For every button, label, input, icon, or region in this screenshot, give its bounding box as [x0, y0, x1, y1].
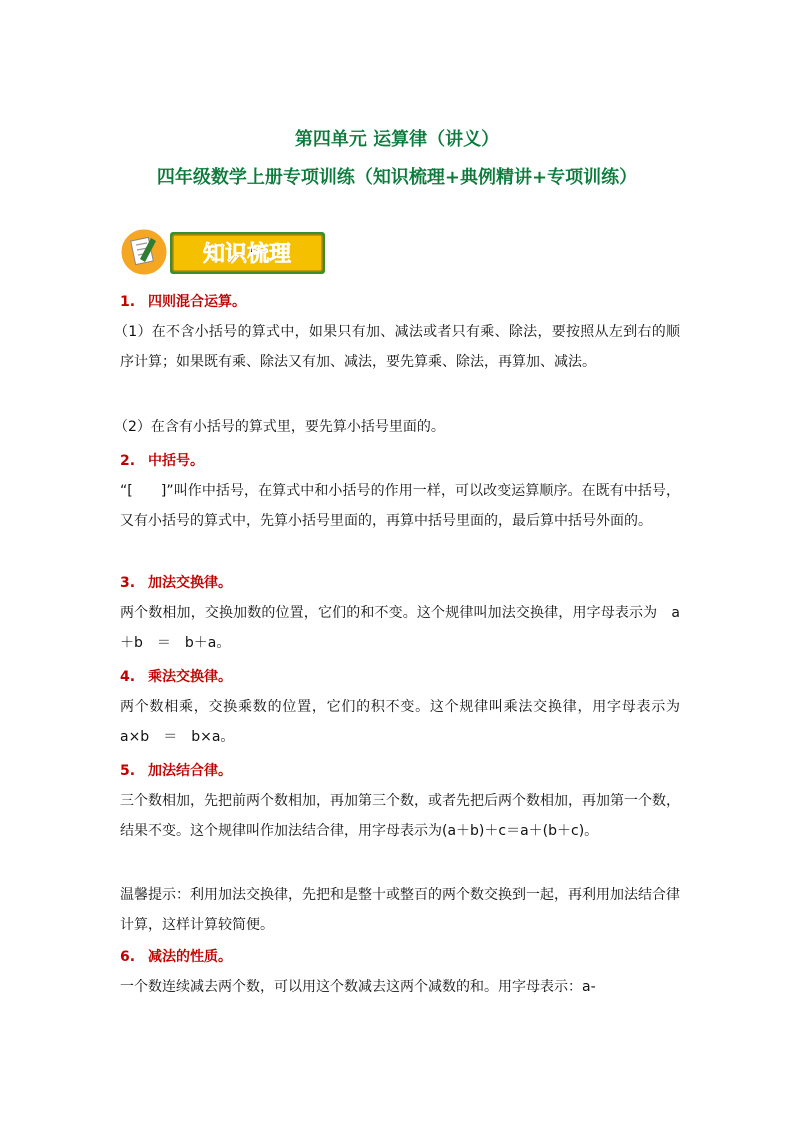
banner-label: 知识梳理 [202, 242, 292, 267]
section-6-paragraph: 一个数连续减去两个数，可以用这个数减去这两个减数的和。用字母表示：a- [120, 979, 596, 995]
section-1-paragraph-1: （1）在不含小括号的算式中，如果只有加、减法或者只有乘、除法，要按照从左到右的顺序计算；如果既有乘、除法又有加、减法，要先算乘、除法，再算加、减法。 [114, 324, 680, 370]
section-5-tip: 温馨提示：利用加法交换律，先把和是整十或整百的两个数交换到一起，再利用加法结合律计算，这样计算较简便。 [120, 887, 680, 933]
section-4-heading: 4. 乘法交换律。 [120, 669, 232, 685]
section-5-heading: 5. 加法结合律。 [120, 763, 232, 779]
section-4-paragraph: 两个数相乘，交换乘数的位置，它们的积不变。这个规律叫乘法交换律，用字母表示为a×b ＝ b×a。 [120, 699, 680, 745]
section-3-paragraph: 两个数相加，交换加数的位置，它们的和不变。这个规律叫加法交换律，用字母表示为 a＋b ＝ b＋a。 [120, 605, 680, 651]
document-title: 第四单元 运算律（讲义） [294, 129, 500, 150]
section-6-heading: 6. 减法的性质。 [120, 949, 232, 965]
section-1-heading: 1. 四则混合运算。 [120, 294, 246, 310]
section-banner [118, 226, 328, 278]
section-2-heading: 2. 中括号。 [120, 453, 204, 469]
section-5-paragraph-1: 三个数相加，先把前两个数相加，再加第三个数，或者先把后两个数相加，再加第一个数，结果不变。这个规律叫作加法结合律，用字母表示为(a＋b)＋c＝a＋(b＋c)。 [120, 793, 680, 839]
document-subtitle: 四年级数学上册专项训练（知识梳理+典例精讲+专项训练） [156, 167, 638, 188]
section-2-paragraph: “[ ]”叫作中括号，在算式中和小括号的作用一样，可以改变运算顺序。在既有中括号，又有小括号的算式中，先算小括号里面的，再算中括号里面的，最后算中括号外面的。 [120, 483, 680, 529]
section-3-heading: 3. 加法交换律。 [120, 575, 232, 591]
section-1-paragraph-2: （2）在含有小括号的算式里，要先算小括号里面的。 [114, 419, 445, 435]
